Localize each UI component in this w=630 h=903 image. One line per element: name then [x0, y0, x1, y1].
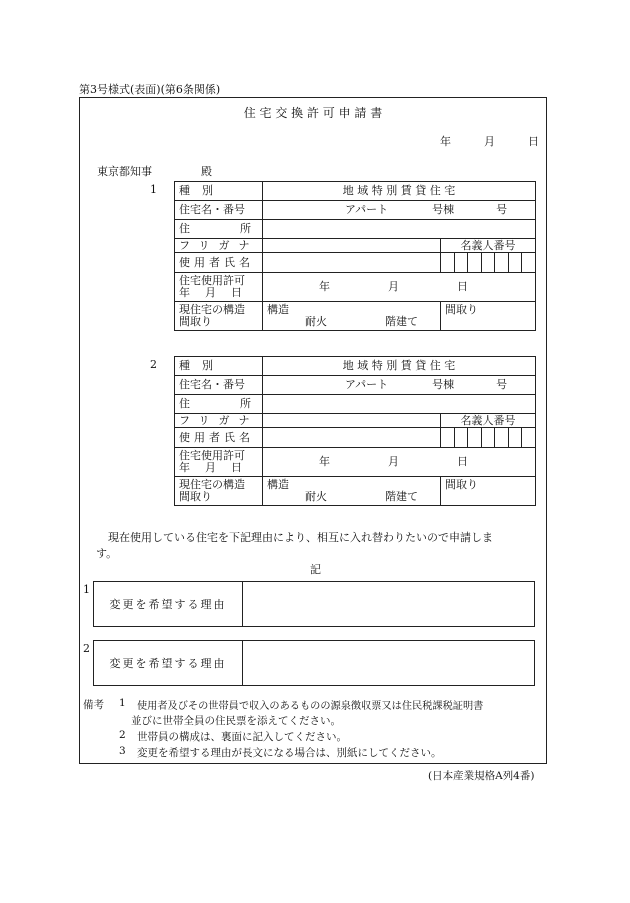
structure-row — [175, 477, 536, 506]
type-label: 種別 — [175, 182, 263, 201]
permit-date[interactable] — [263, 273, 536, 302]
type-row — [175, 182, 536, 201]
furigana-value[interactable] — [263, 414, 441, 428]
furigana-row — [175, 239, 536, 253]
address-label: 住所 — [175, 395, 263, 414]
house-label: 住宅名・番号 — [175, 201, 263, 220]
house-value[interactable] — [263, 376, 536, 395]
address-value[interactable] — [263, 220, 536, 239]
reason-1-input[interactable] — [243, 582, 534, 626]
applicant-2-table — [174, 356, 536, 506]
building-label: 号棟 — [432, 203, 455, 216]
applicant-1-table — [174, 181, 536, 331]
furigana-row — [175, 414, 536, 428]
date-day: 日 — [528, 135, 539, 148]
date-line — [440, 133, 539, 149]
permit-year: 年 — [319, 455, 330, 468]
notes-heading: 備考 — [83, 699, 104, 711]
addressee-name: 東京都知事 — [97, 165, 152, 178]
user-name-row — [175, 253, 536, 273]
type-value: 地 域 特 別 賃 貸 住 宅 — [263, 357, 536, 376]
permit-month: 月 — [388, 455, 399, 468]
reason-2-label: 変更を希望する理由 — [94, 641, 243, 685]
permit-month: 月 — [388, 280, 399, 293]
statement-line-2: す。 — [96, 547, 118, 560]
structure-row — [175, 302, 536, 331]
permit-day: 日 — [457, 280, 468, 293]
address-value[interactable] — [263, 395, 536, 414]
floors-label: 階建て — [385, 490, 418, 503]
furigana-label: フリガナ — [175, 239, 263, 253]
note-1-line-2: 並びに世帯全員の住民票を添えてください。 — [131, 715, 341, 727]
layout-value[interactable]: 間取り — [441, 302, 536, 331]
note-1-num: 1 — [119, 697, 126, 709]
layout-value[interactable]: 間取り — [441, 477, 536, 506]
form-number: 第3号様式(表面)(第6条関係) — [79, 83, 221, 96]
furigana-value[interactable] — [263, 239, 441, 253]
applicant-1-index: 1 — [150, 183, 157, 196]
reason-1-box — [93, 581, 535, 627]
number-label: 号 — [496, 203, 508, 216]
permit-date[interactable] — [263, 448, 536, 477]
reason-1-index: 1 — [83, 583, 90, 596]
furigana-label: フリガナ — [175, 414, 263, 428]
holder-number-cells[interactable] — [441, 253, 536, 273]
note-3-line-1: 変更を希望する理由が長文になる場合は、別紙にしてください。 — [137, 747, 442, 759]
date-month: 月 — [484, 135, 495, 148]
permit-row — [175, 448, 536, 477]
footer-size-note: (日本産業規格A列4番) — [428, 770, 535, 782]
house-label: 住宅名・番号 — [175, 376, 263, 395]
apartment-label: アパート — [345, 203, 389, 216]
type-label: 種別 — [175, 357, 263, 376]
user-name-value[interactable] — [263, 253, 441, 273]
note-3-num: 3 — [119, 745, 126, 757]
house-row — [175, 201, 536, 220]
type-value: 地 域 特 別 賃 貸 住 宅 — [263, 182, 536, 201]
user-name-label: 使用者氏名 — [175, 428, 263, 448]
user-name-row — [175, 428, 536, 448]
reason-1-label: 変更を希望する理由 — [94, 582, 243, 626]
holder-number-label: 名義人番号 — [441, 239, 536, 253]
user-name-label: 使用者氏名 — [175, 253, 263, 273]
fireproof-label: 耐火 — [305, 490, 327, 503]
structure-label: 現住宅の構造 間取り — [175, 302, 263, 331]
note-2-line-1: 世帯員の構成は、裏面に記入してください。 — [137, 731, 347, 743]
address-row — [175, 395, 536, 414]
apartment-label: アパート — [345, 378, 389, 391]
holder-number-cells[interactable] — [441, 428, 536, 448]
applicant-2-index: 2 — [150, 358, 157, 371]
structure-label: 現住宅の構造 間取り — [175, 477, 263, 506]
holder-number-label: 名義人番号 — [441, 414, 536, 428]
form-title: 住 宅 交 換 許 可 申 請 書 — [243, 106, 383, 120]
user-name-value[interactable] — [263, 428, 441, 448]
reason-2-box — [93, 640, 535, 686]
note-1-line-1: 使用者及びその世帯員で収入のあるものの源泉徴収票又は住民税課税証明書 — [137, 701, 484, 712]
structure-value[interactable]: 構造 耐火 階建て — [263, 477, 441, 506]
permit-year: 年 — [319, 280, 330, 293]
floors-label: 階建て — [385, 315, 418, 328]
number-label: 号 — [496, 378, 508, 391]
house-row — [175, 376, 536, 395]
permit-label: 住宅使用許可 年 月 日 — [175, 448, 263, 477]
reason-2-index: 2 — [83, 642, 90, 655]
house-value[interactable] — [263, 201, 536, 220]
statement-line-1: 現在使用している住宅を下記理由により、相互に入れ替わりたいので申請しま — [108, 531, 493, 544]
permit-label: 住宅使用許可 年 月 日 — [175, 273, 263, 302]
type-row — [175, 357, 536, 376]
date-year: 年 — [440, 135, 451, 148]
ki-heading: 記 — [310, 563, 321, 576]
address-row — [175, 220, 536, 239]
structure-value[interactable]: 構造 耐火 階建て — [263, 302, 441, 331]
reason-2-input[interactable] — [243, 641, 534, 685]
fireproof-label: 耐火 — [305, 315, 327, 328]
address-label: 住所 — [175, 220, 263, 239]
permit-row — [175, 273, 536, 302]
building-label: 号棟 — [432, 378, 455, 391]
permit-day: 日 — [457, 455, 468, 468]
addressee-honorific: 殿 — [201, 165, 212, 178]
note-2-num: 2 — [119, 729, 126, 741]
